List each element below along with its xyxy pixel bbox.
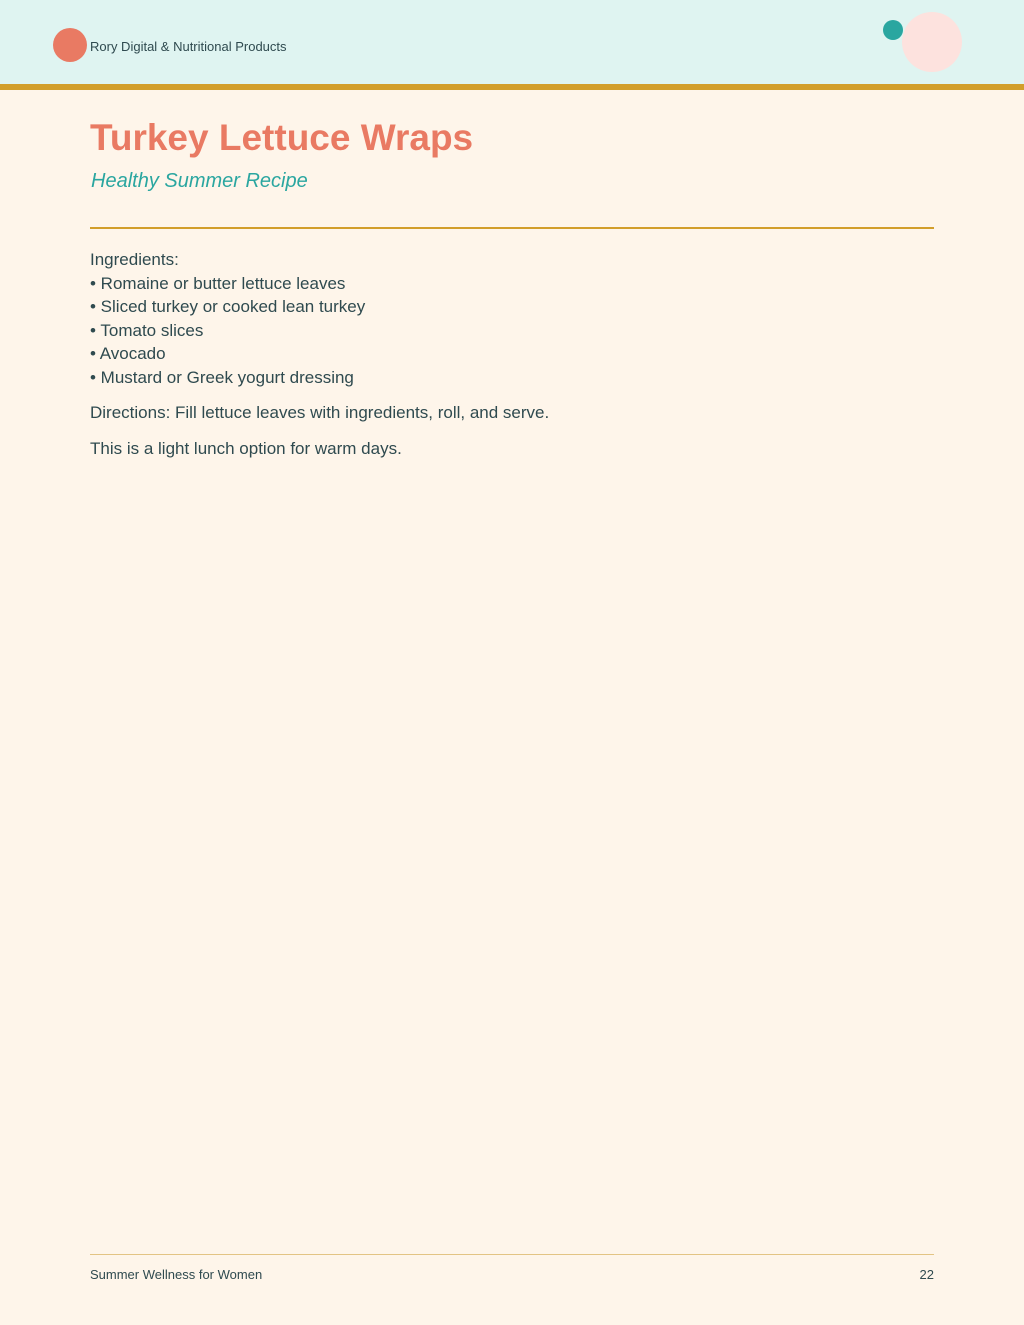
ingredients-label: Ingredients: xyxy=(90,250,179,269)
recipe-directions: Directions: Fill lettuce leaves with ingredients, roll, and serve. xyxy=(90,403,550,422)
page-number: 22 xyxy=(919,1267,934,1282)
ingredient-item: • Tomato slices xyxy=(90,320,204,340)
title-divider xyxy=(90,227,934,229)
page-header xyxy=(0,0,1024,84)
header-divider-stripe xyxy=(0,84,1024,90)
ingredient-item: • Mustard or Greek yogurt dressing xyxy=(90,367,354,387)
recipe-subtitle: Healthy Summer Recipe xyxy=(91,170,308,192)
recipe-note: This is a light lunch option for warm days. xyxy=(90,438,402,458)
footer-publication-title: Summer Wellness for Women xyxy=(90,1267,263,1282)
decorative-pink-circle xyxy=(902,12,962,72)
ingredient-item: • Romaine or butter lettuce leaves xyxy=(90,273,346,293)
ingredients-list xyxy=(90,272,934,390)
brand-name: Rory Digital & Nutritional Products xyxy=(90,39,287,54)
decorative-teal-circle xyxy=(883,20,903,40)
recipe-body xyxy=(90,248,934,460)
ingredient-item: • Sliced turkey or cooked lean turkey xyxy=(90,297,366,316)
recipe-title: Turkey Lettuce Wraps xyxy=(90,117,474,158)
brand-logo-circle xyxy=(53,28,87,62)
ingredient-item: • Avocado xyxy=(90,344,166,363)
footer-divider xyxy=(90,1254,934,1255)
